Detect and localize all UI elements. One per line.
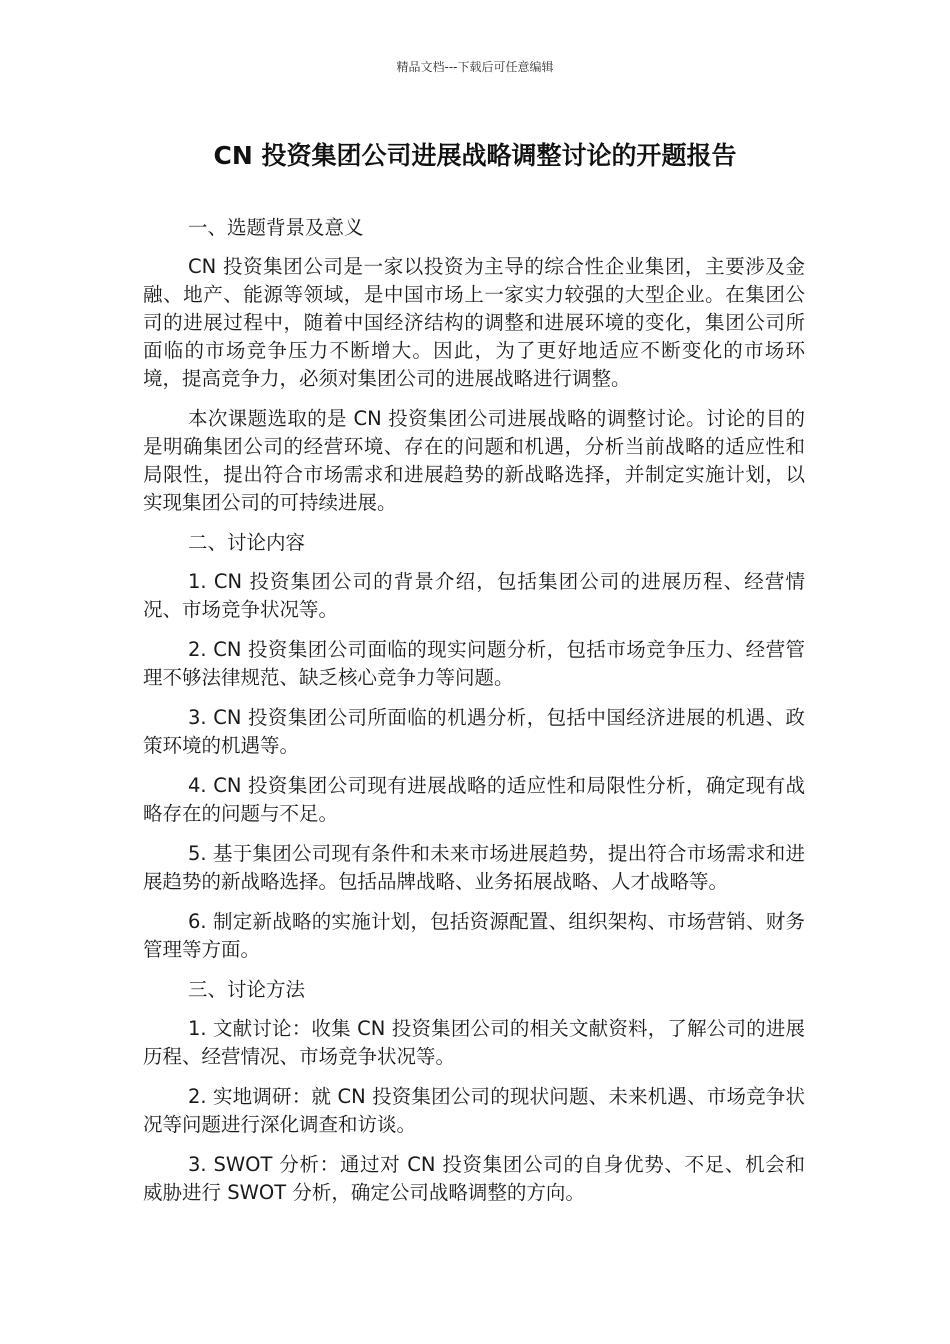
list-item: 1. 文献讨论：收集 CN 投资集团公司的相关文献资料，了解公司的进展历程、经营情况、市场竞争状况等。 [143,1017,805,1068]
document-body [143,214,805,1219]
paragraph: 本次课题选取的是 CN 投资集团公司进展战略的调整讨论。讨论的目的是明确集团公司的经营环境、存在的问题和机遇，分析当前战略的适应性和局限性，提出符合市场需求和进展趋势的新战略选择，并制定实施计划，以实现集团公司的可持续进展。 [143,407,805,514]
list-item: 6. 制定新战略的实施计划，包括资源配置、组织架构、市场营销、财务管理等方面。 [143,910,805,961]
list-item: 2. 实地调研：就 CN 投资集团公司的现状问题、未来机遇、市场竞争状况等问题进行深化调查和访谈。 [143,1085,805,1136]
list-item: 5. 基于集团公司现有条件和未来市场进展趋势，提出符合市场需求和进展趋势的新战略选择。包括品牌战略、业务拓展战略、人才战略等。 [143,842,805,893]
list-item: 3. SWOT 分析：通过对 CN 投资集团公司的自身优势、不足、机会和威胁进行 SWOT 分析，确定公司战略调整的方向。 [143,1153,805,1204]
list-item: 2. CN 投资集团公司面临的现实问题分析，包括市场竞争压力、经营管理不够法律规范、缺乏核心竞争力等问题。 [143,638,805,689]
list-item: 4. CN 投资集团公司现有进展战略的适应性和局限性分析，确定现有战略存在的问题与不足。 [143,774,805,825]
header-note: 精品文档---下载后可任意编辑 [396,60,554,74]
section-heading-content: 二、讨论内容 [188,531,306,554]
document-title: CN 投资集团公司进展战略调整讨论的开题报告 [213,141,737,170]
section-heading-methods: 三、讨论方法 [188,978,306,1001]
section-heading-background: 一、选题背景及意义 [188,216,364,239]
paragraph: CN 投资集团公司是一家以投资为主导的综合性企业集团，主要涉及金融、地产、能源等领域，是中国市场上一家实力较强的大型企业。在集团公司的进展过程中，随着中国经济结构的调整和进展环境的变化，集团公司所面临的市场竞争压力不断增大。因此，为了更好地适应不断变化的市场环境，提高竞争力，必须对集团公司的进展战略进行调整。 [143,255,805,390]
list-item: 3. CN 投资集团公司所面临的机遇分析，包括中国经济进展的机遇、政策环境的机遇等。 [143,706,805,757]
list-item: 1. CN 投资集团公司的背景介绍，包括集团公司的进展历程、经营情况、市场竞争状况等。 [143,570,805,621]
